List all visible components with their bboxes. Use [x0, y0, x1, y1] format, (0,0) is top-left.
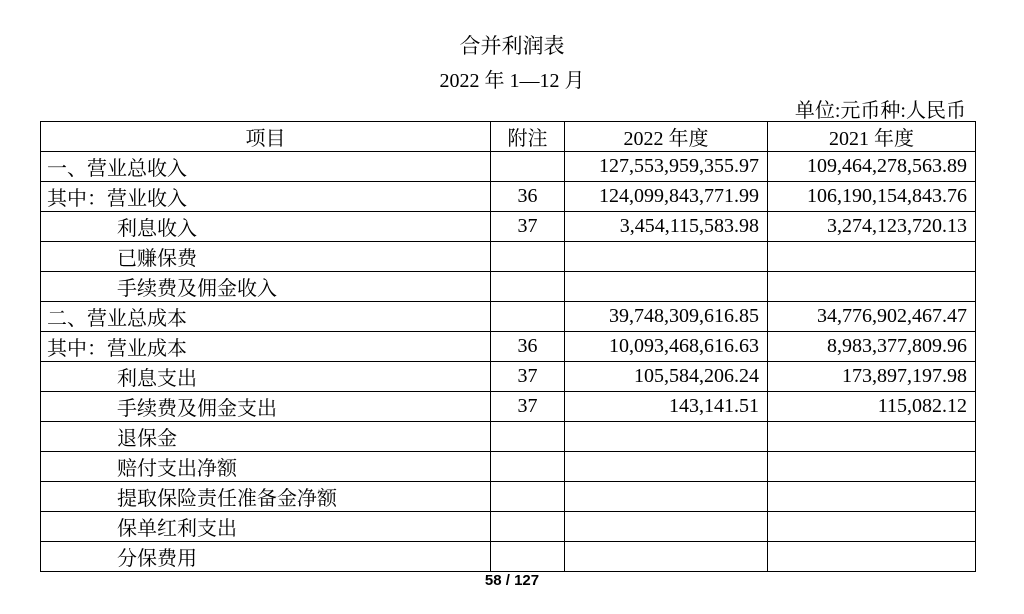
row-value-2022 — [565, 512, 768, 542]
table-row — [41, 152, 976, 182]
table-row — [41, 212, 976, 242]
table-row — [41, 272, 976, 302]
document-title: 合并利润表 — [459, 34, 565, 58]
row-note — [491, 242, 565, 272]
row-item-label: 一、营业总收入 — [41, 152, 491, 182]
row-value-2022: 3,454,115,583.98 — [565, 212, 768, 242]
row-value-2021 — [768, 512, 976, 542]
table-row — [41, 512, 976, 542]
table-row — [41, 182, 976, 212]
row-value-2021 — [768, 542, 976, 572]
row-value-2022 — [565, 422, 768, 452]
row-value-2022: 127,553,959,355.97 — [565, 152, 768, 182]
table-row — [41, 452, 976, 482]
row-item-label: 二、营业总成本 — [41, 302, 491, 332]
row-item-label: 退保金 — [41, 422, 491, 452]
currency-unit: 单位:元币种:人民币 — [794, 100, 966, 122]
page-number: 58 / 127 — [484, 572, 540, 589]
row-note — [491, 482, 565, 512]
row-item-label: 其中：营业收入 — [41, 182, 491, 212]
table-header-row — [41, 122, 976, 152]
row-note — [491, 512, 565, 542]
table-row — [41, 392, 976, 422]
table-body — [41, 152, 976, 572]
row-note — [491, 302, 565, 332]
row-note — [491, 422, 565, 452]
row-note: 36 — [491, 332, 565, 362]
header-note: 附注 — [491, 122, 565, 152]
row-item-label: 分保费用 — [41, 542, 491, 572]
header-2022: 2022 年度 — [565, 122, 768, 152]
row-value-2021: 115,082.12 — [768, 392, 976, 422]
row-value-2022 — [565, 482, 768, 512]
row-value-2022 — [565, 272, 768, 302]
row-value-2021: 3,274,123,720.13 — [768, 212, 976, 242]
row-note — [491, 452, 565, 482]
row-note — [491, 542, 565, 572]
row-note: 36 — [491, 182, 565, 212]
row-value-2021: 106,190,154,843.76 — [768, 182, 976, 212]
row-note: 37 — [491, 362, 565, 392]
row-value-2022 — [565, 452, 768, 482]
row-item-label: 其中：营业成本 — [41, 332, 491, 362]
row-item-label: 赔付支出净额 — [41, 452, 491, 482]
row-value-2021 — [768, 242, 976, 272]
table-row — [41, 422, 976, 452]
row-value-2021: 109,464,278,563.89 — [768, 152, 976, 182]
header-item: 项目 — [41, 122, 491, 152]
row-note — [491, 272, 565, 302]
table-row — [41, 482, 976, 512]
row-note: 37 — [491, 392, 565, 422]
row-value-2021: 173,897,197.98 — [768, 362, 976, 392]
table-row — [41, 542, 976, 572]
row-item-label: 保单红利支出 — [41, 512, 491, 542]
row-value-2022: 105,584,206.24 — [565, 362, 768, 392]
row-value-2022 — [565, 542, 768, 572]
table-row — [41, 332, 976, 362]
table-row — [41, 362, 976, 392]
row-item-label: 已赚保费 — [41, 242, 491, 272]
report-period: 2022 年 1—12 月 — [439, 70, 585, 92]
header-2021: 2021 年度 — [768, 122, 976, 152]
row-item-label: 提取保险责任准备金净额 — [41, 482, 491, 512]
row-value-2022: 39,748,309,616.85 — [565, 302, 768, 332]
row-item-label: 利息收入 — [41, 212, 491, 242]
row-value-2021: 8,983,377,809.96 — [768, 332, 976, 362]
row-value-2022: 10,093,468,616.63 — [565, 332, 768, 362]
income-statement-table — [40, 121, 976, 572]
row-value-2022 — [565, 242, 768, 272]
row-value-2021 — [768, 422, 976, 452]
row-item-label: 手续费及佣金收入 — [41, 272, 491, 302]
row-value-2021: 34,776,902,467.47 — [768, 302, 976, 332]
table-row — [41, 242, 976, 272]
row-note — [491, 152, 565, 182]
row-value-2021 — [768, 482, 976, 512]
row-item-label: 手续费及佣金支出 — [41, 392, 491, 422]
row-item-label: 利息支出 — [41, 362, 491, 392]
row-value-2021 — [768, 272, 976, 302]
row-value-2021 — [768, 452, 976, 482]
table-row — [41, 302, 976, 332]
row-value-2022: 124,099,843,771.99 — [565, 182, 768, 212]
row-value-2022: 143,141.51 — [565, 392, 768, 422]
row-note: 37 — [491, 212, 565, 242]
